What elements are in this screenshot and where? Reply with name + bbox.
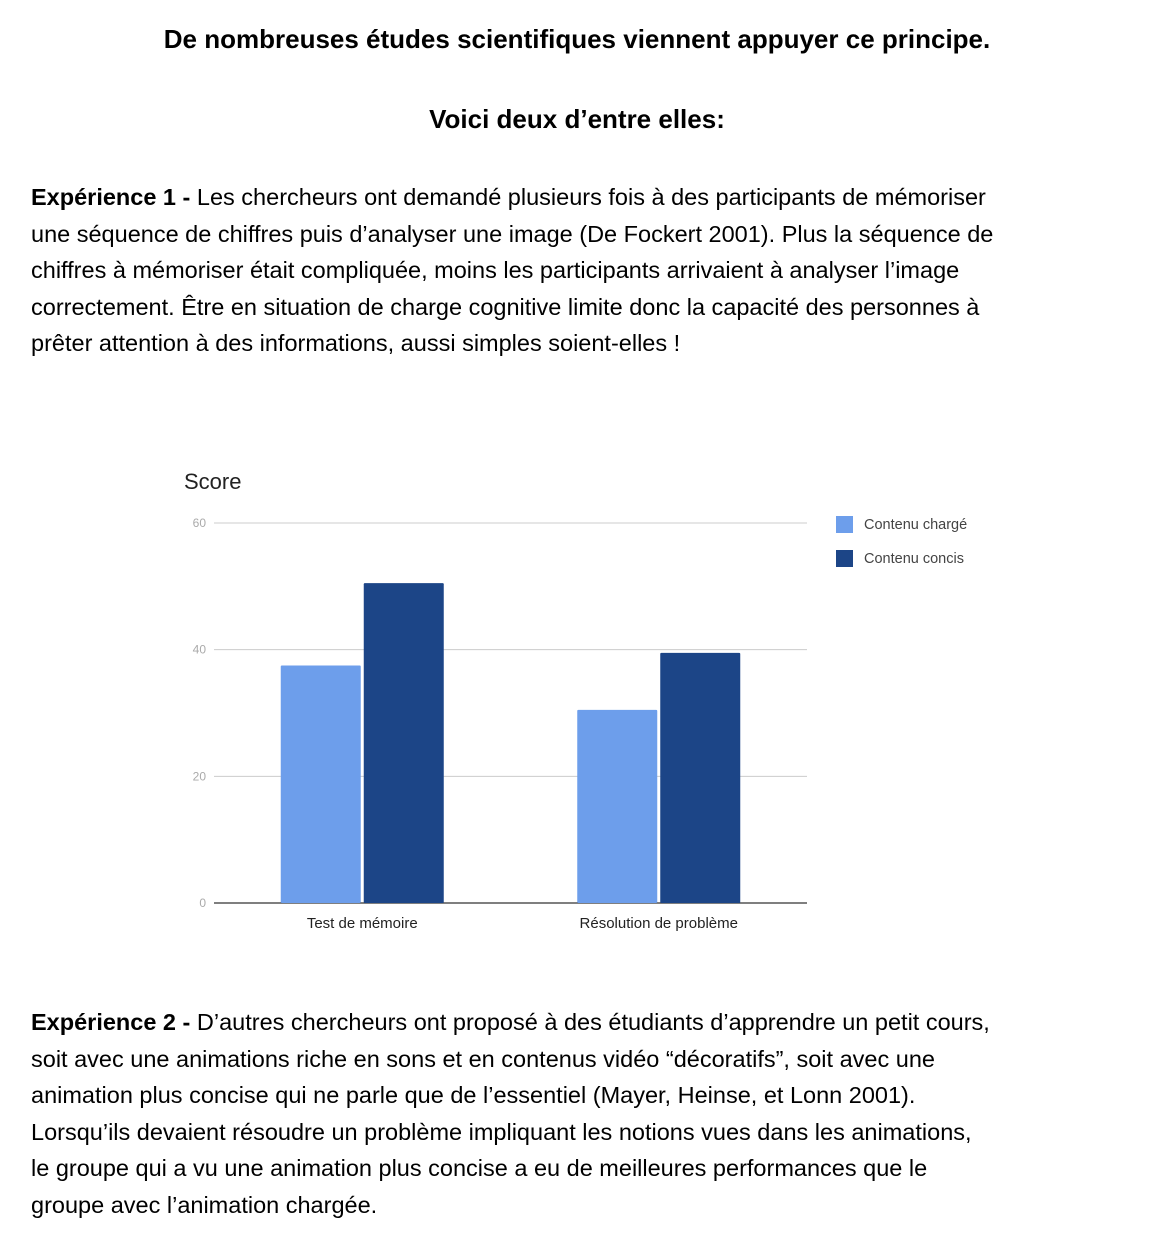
page-title: De nombreuses études scientifiques viennent appuyer ce principe.	[163, 24, 991, 54]
score-bar-chart	[160, 460, 1020, 940]
experience-2-label: Expérience 2 -	[31, 1009, 191, 1035]
experience-2-line-3: animation plus concise qui ne parle que de l’essentiel (Mayer, Heinse, et Lonn 2001).	[31, 1082, 916, 1109]
experience-1-text-1: Les chercheurs ont demandé plusieurs fois à des participants de mémoriser	[190, 184, 986, 210]
y-tick-label: 20	[192, 769, 206, 784]
experience-2-text-1: D’autres chercheurs ont proposé à des étudiants d’apprendre un petit cours,	[190, 1009, 990, 1035]
y-tick-label: 0	[199, 896, 206, 910]
x-category-label: Résolution de problème	[579, 915, 738, 932]
experience-2-line-6: groupe avec l’animation chargée.	[31, 1191, 378, 1218]
experience-1-line-4: correctement. Être en situation de charge cognitive limite donc la capacité des personnes à	[31, 293, 980, 320]
experience-1-line-5: prêter attention à des informations, aussi simples soient-elles !	[31, 330, 681, 357]
bar-contenu-concis-2	[660, 653, 740, 903]
x-category-label: Test de mémoire	[306, 915, 418, 932]
page-subtitle: Voici deux d’entre elles:	[429, 104, 725, 134]
bar-contenu-charge-1	[281, 666, 361, 904]
experience-1-line-3: chiffres à mémoriser était compliquée, moins les participants arrivaient à analyser l’image	[31, 257, 960, 284]
legend-label: Contenu chargé	[864, 517, 968, 533]
bar-contenu-concis-1	[364, 583, 444, 903]
experience-1-paragraph	[31, 179, 1131, 362]
bar-contenu-charge-2	[577, 710, 657, 903]
legend-swatch-2	[836, 550, 853, 567]
experience-2-line-5: le groupe qui a vu une animation plus concise a eu de meilleures performances que le	[31, 1155, 928, 1182]
experience-1-line-2: une séquence de chiffres puis d’analyser une image (De Fockert 2001). Plus la séquence de	[31, 220, 994, 247]
experience-2-line-1	[31, 1004, 1131, 1041]
y-tick-label: 40	[192, 642, 206, 657]
legend-label: Contenu concis	[864, 551, 964, 567]
experience-1-label: Expérience 1 -	[31, 184, 191, 210]
legend-swatch-1	[836, 516, 853, 533]
y-tick-label: 60	[192, 516, 206, 530]
experience-1-line-1	[31, 179, 1131, 216]
experience-2-paragraph	[31, 1004, 1131, 1224]
experience-2-line-4: Lorsqu’ils devaient résoudre un problème impliquant les notions vues dans les animations,	[31, 1118, 972, 1145]
chart-title: Score	[184, 469, 242, 494]
experience-2-line-2: soit avec une animations riche en sons et en contenus vidéo “décoratifs”, soit avec une	[31, 1045, 935, 1072]
